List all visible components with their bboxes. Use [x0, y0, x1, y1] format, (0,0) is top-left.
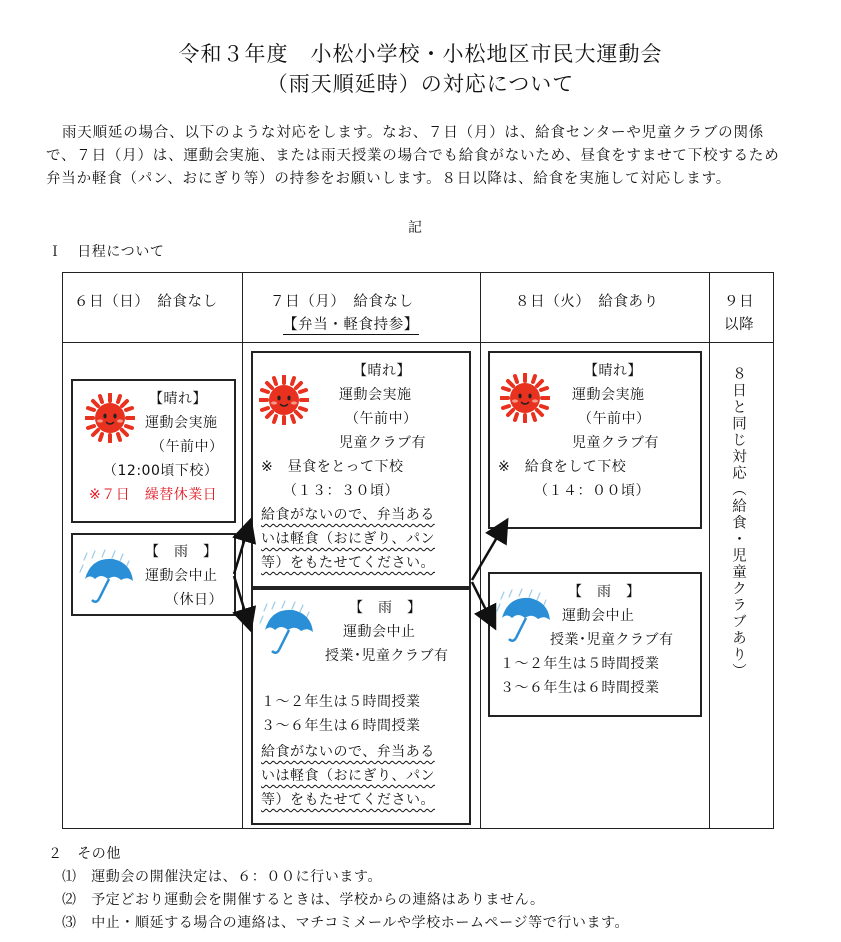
holiday-note: ※７日 繰替休業日 [89, 487, 218, 503]
section1-heading: Ｉ 日程について [48, 244, 165, 260]
lunch-request: いは軽食（おにぎり、パン [261, 768, 435, 784]
lunch-note: ※ 給食をして下校 [498, 459, 627, 475]
column-header-day9: ９日 [724, 294, 755, 310]
class-hours: ３～６年生は６時間授業 [500, 680, 660, 696]
arrow-icon [234, 576, 250, 628]
weather-label: 【 雨 】 [349, 600, 422, 616]
column-header-day7-note: 【弁当・軽食持参】 [283, 313, 419, 335]
event-time: （午前中） [151, 439, 224, 455]
page-subtitle: （雨天順延時）の対応について [266, 72, 575, 96]
event-status: 運動会実施 [572, 387, 645, 403]
other-item-3: ⑶ 中止・順延する場合の連絡は、マチコミメールや学校ホームページ等で行います。 [62, 915, 630, 931]
other-item-2: ⑵ 予定どおり運動会を開催するときは、学校からの連絡はありません。 [62, 892, 545, 908]
weather-label: 【晴れ】 [353, 363, 411, 379]
weather-label: 【晴れ】 [584, 363, 642, 379]
column-header-day7: ７日（月） 給食なし [270, 294, 414, 310]
event-status: 運動会実施 [339, 387, 412, 403]
weather-label: 【 雨 】 [145, 544, 218, 560]
arrow-icon [472, 522, 506, 580]
lunch-request: 給食がないので、弁当ある [261, 744, 435, 760]
other-item-1: ⑴ 運動会の開催決定は、６：００に行います。 [62, 869, 383, 885]
class-hours: １～２年生は５時間授業 [261, 694, 421, 710]
event-status: 運動会中止 [145, 568, 218, 584]
event-time: （午前中） [345, 411, 418, 427]
column-header-day6: ６日（日） 給食なし [74, 294, 218, 310]
event-time: （午前中） [578, 411, 651, 427]
column-header-day8: ８日（火） 給食あり [515, 294, 659, 310]
ki-label: 記 [408, 220, 423, 236]
class-hours: １～２年生は５時間授業 [500, 656, 660, 672]
day9-note: ８日と同じ対応（給食・児童クラブあり） [730, 366, 746, 680]
page-title: 令和３年度 小松小学校・小松地区市民大運動会 [178, 42, 663, 66]
dismissal-time: （12:00頃下校） [103, 463, 219, 479]
lunch-request: 等）をもたせてください。 [261, 792, 435, 808]
lunch-note: ※ 昼食をとって下校 [261, 459, 404, 475]
lunch-request: 等）をもたせてください。 [261, 555, 435, 571]
club-status: 授業･児童クラブ有 [325, 648, 449, 664]
arrow-icon [234, 522, 250, 574]
club-status: 児童クラブ有 [572, 435, 659, 451]
club-status: 授業･児童クラブ有 [550, 632, 674, 648]
day-status: （休日） [165, 592, 223, 608]
lunch-request: いは軽食（おにぎり、パン [261, 531, 435, 547]
lunch-request: 給食がないので、弁当ある [261, 507, 435, 523]
event-status: 運動会中止 [562, 608, 635, 624]
section2-heading: ２ その他 [48, 846, 121, 862]
column-header-day9-sub: 以降 [724, 317, 755, 333]
event-status: 運動会実施 [145, 415, 218, 431]
event-status: 運動会中止 [343, 624, 416, 640]
arrow-icon [472, 582, 494, 626]
weather-label: 【晴れ】 [149, 391, 207, 407]
dismissal-time: （１４：００頃） [534, 483, 650, 499]
club-status: 児童クラブ有 [339, 435, 426, 451]
dismissal-time: （１３：３０頃） [283, 483, 399, 499]
intro-paragraph: 雨天順延の場合、以下のような対応をします。なお、７日（月）は、給食センターや児童クラブの関係で、７日（月）は、運動会実施、または雨天授業の場合でも給食がないため、昼食をすませて下校するため弁当か軽食（パン、おにぎり等）の持参をお願いします。８日以降は、給食を実施して対応します。 [46, 125, 780, 187]
class-hours: ３～６年生は６時間授業 [261, 718, 421, 734]
weather-label: 【 雨 】 [568, 584, 641, 600]
